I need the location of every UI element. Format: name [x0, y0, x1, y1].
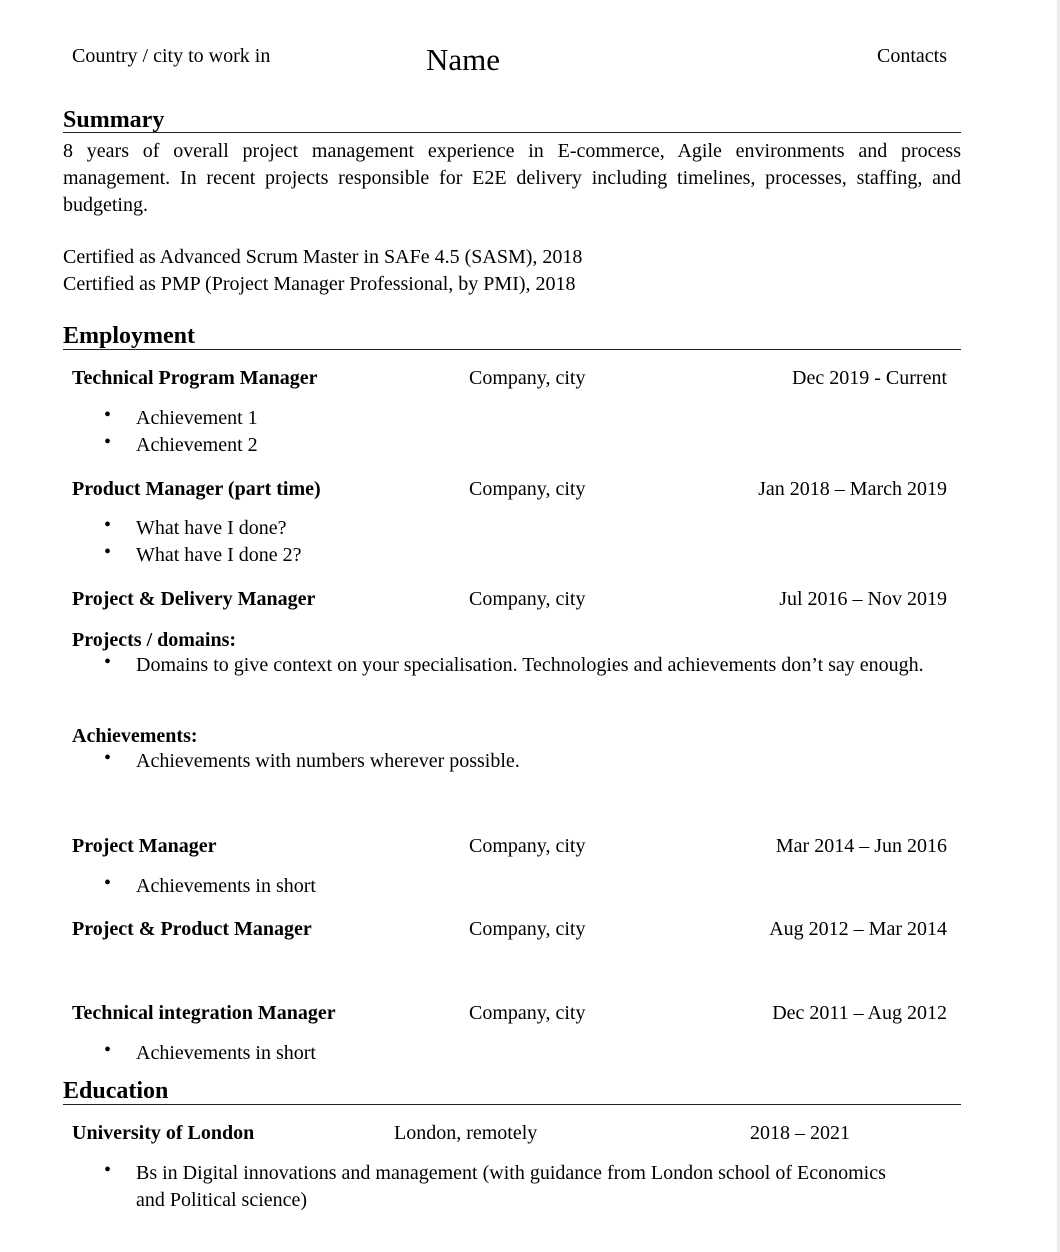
job-title: Project Manager	[72, 835, 217, 857]
header-name: Name	[426, 42, 501, 77]
job-bullet: Achievement 1	[136, 407, 258, 429]
education-dates: 2018 – 2021	[750, 1122, 850, 1144]
achievements-heading: Achievements:	[72, 725, 198, 747]
bullet-icon: •	[104, 1159, 112, 1181]
job-bullet: Achievements in short	[136, 875, 316, 897]
job-company: Company, city	[469, 835, 586, 857]
bullet-icon: •	[104, 651, 112, 673]
bullet-icon: •	[104, 747, 112, 769]
section-divider	[63, 349, 961, 350]
job-title: Technical Program Manager	[72, 367, 318, 389]
job-company: Company, city	[469, 588, 586, 610]
bullet-icon: •	[104, 431, 112, 453]
job-title: Technical integration Manager	[72, 1002, 336, 1024]
section-title-summary: Summary	[63, 107, 165, 133]
job-dates: Dec 2019 - Current	[792, 367, 947, 389]
header-contacts: Contacts	[877, 45, 947, 67]
job-bullet: What have I done?	[136, 517, 287, 539]
job-company: Company, city	[469, 1002, 586, 1024]
projects-heading: Projects / domains:	[72, 629, 237, 651]
project-bullet: Domains to give context on your specialisation. Technologies and achievements don’t say enough.	[136, 654, 924, 676]
job-dates: Aug 2012 – Mar 2014	[769, 918, 947, 940]
section-divider	[63, 132, 961, 133]
job-company: Company, city	[469, 478, 586, 500]
job-bullet: Achievements in short	[136, 1042, 316, 1064]
certification-item: Certified as PMP (Project Manager Professional, by PMI), 2018	[63, 273, 576, 295]
section-divider	[63, 1104, 961, 1105]
job-dates: Jul 2016 – Nov 2019	[779, 588, 947, 610]
bullet-icon: •	[104, 404, 112, 426]
header-location: Country / city to work in	[72, 45, 271, 67]
job-dates: Mar 2014 – Jun 2016	[775, 835, 947, 857]
bullet-icon: •	[104, 872, 112, 894]
job-title: Project & Delivery Manager	[72, 588, 316, 610]
job-dates: Dec 2011 – Aug 2012	[772, 1002, 947, 1024]
bullet-icon: •	[104, 1039, 112, 1061]
education-location: London, remotely	[394, 1122, 538, 1144]
job-company: Company, city	[469, 918, 586, 940]
job-dates: Jan 2018 – March 2019	[758, 478, 947, 500]
certification-item: Certified as Advanced Scrum Master in SAFe 4.5 (SASM), 2018	[63, 246, 583, 268]
job-title: Project & Product Manager	[72, 918, 312, 940]
summary-text: 8 years of overall project management experience in E-commerce, Agile environments and process management. In recent projects responsible for E2E delivery including timelines, processes, staffing, and budgeting.	[63, 140, 961, 216]
bullet-icon: •	[104, 514, 112, 536]
job-bullet: What have I done 2?	[136, 544, 302, 566]
education-bullet: Bs in Digital innovations and management (with guidance from London school of Economics and Political science)	[136, 1162, 886, 1211]
education-school: University of London	[72, 1122, 255, 1144]
section-title-education: Education	[63, 1078, 169, 1104]
achievement-bullet: Achievements with numbers wherever possible.	[136, 750, 520, 772]
section-title-employment: Employment	[63, 323, 195, 349]
job-company: Company, city	[469, 367, 586, 389]
bullet-icon: •	[104, 541, 112, 563]
job-title: Product Manager (part time)	[72, 478, 321, 500]
job-bullet: Achievement 2	[136, 434, 258, 456]
